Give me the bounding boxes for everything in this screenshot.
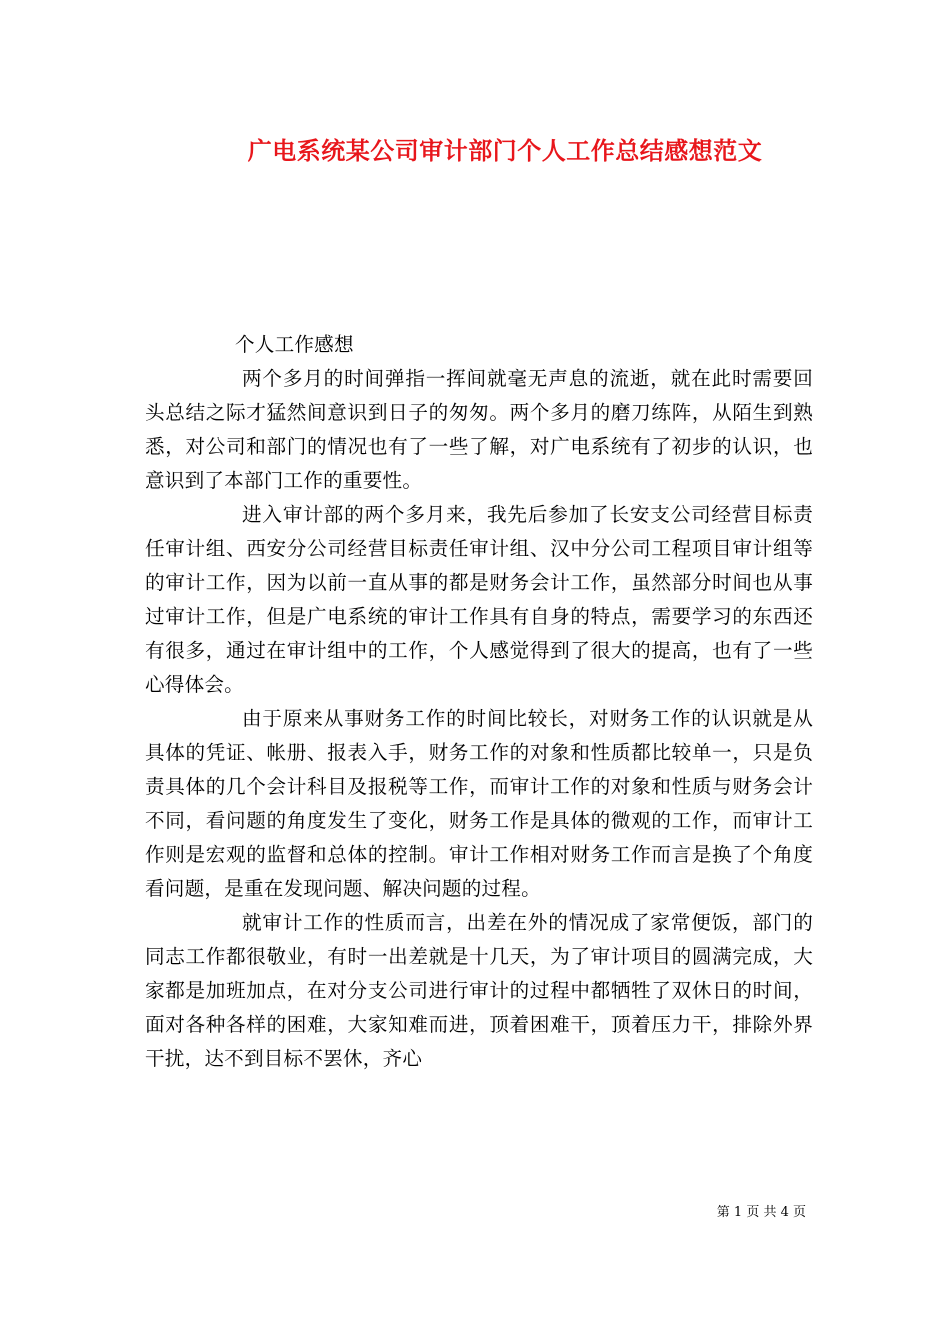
paragraph-3: 由于原来从事财务工作的时间比较长，对财务工作的认识就是从具体的凭证、帐册、报表入手，财务工作的对象和性质都比较单一，只是负责具体的几个会计科目及报税等工作，而审计工作的对象和性质与财务会计不同，看问题的角度发生了变化，财务工作是具体的微观的工作，而审计工作则是宏观的监督和总体的控制。审计工作相对财务工作而言是换了个角度看问题，是重在发现问题、解决问题的过程。 (145, 707, 813, 900)
page-number: 第 1 页 共 4 页 (716, 1205, 806, 1220)
paragraph-2: 进入审计部的两个多月来，我先后参加了长安支公司经营目标责任审计组、西安分公司经营目标责任审计组、汉中分公司工程项目审计组等的审计工作，因为以前一直从事的都是财务会计工作，虽然部分时间也从事过审计工作，但是广电系统的审计工作具有自身的特点，需要学习的东西还有很多，通过在审计组中的工作，个人感觉得到了很大的提高，也有了一些心得体会。 (145, 503, 813, 696)
document-title (0, 134, 950, 168)
paragraph-1: 两个多月的时间弹指一挥间就毫无声息的流逝，就在此时需要回头总结之际才猛然间意识到日子的匆匆。两个多月的磨刀练阵，从陌生到熟悉，对公司和部门的情况也有了一些了解，对广电系统有了初步的认识，也意识到了本部门工作的重要性。 (145, 367, 813, 492)
document-body (145, 328, 813, 1076)
document-title-text: 广电系统某公司审计部门个人工作总结感想范文 (247, 136, 763, 165)
paragraph-4: 就审计工作的性质而言，出差在外的情况成了家常便饭，部门的同志工作都很敬业，有时一出差就是十几天，为了审计项目的圆满完成，大家都是加班加点，在对分支公司进行审计的过程中都牺牲了双休日的时间，面对各种各样的困难，大家知难而进，顶着困难干，顶着压力干，排除外界干扰，达不到目标不罢休，齐心 (145, 911, 813, 1070)
page-footer (0, 1204, 806, 1222)
section-heading: 个人工作感想 (235, 333, 354, 356)
